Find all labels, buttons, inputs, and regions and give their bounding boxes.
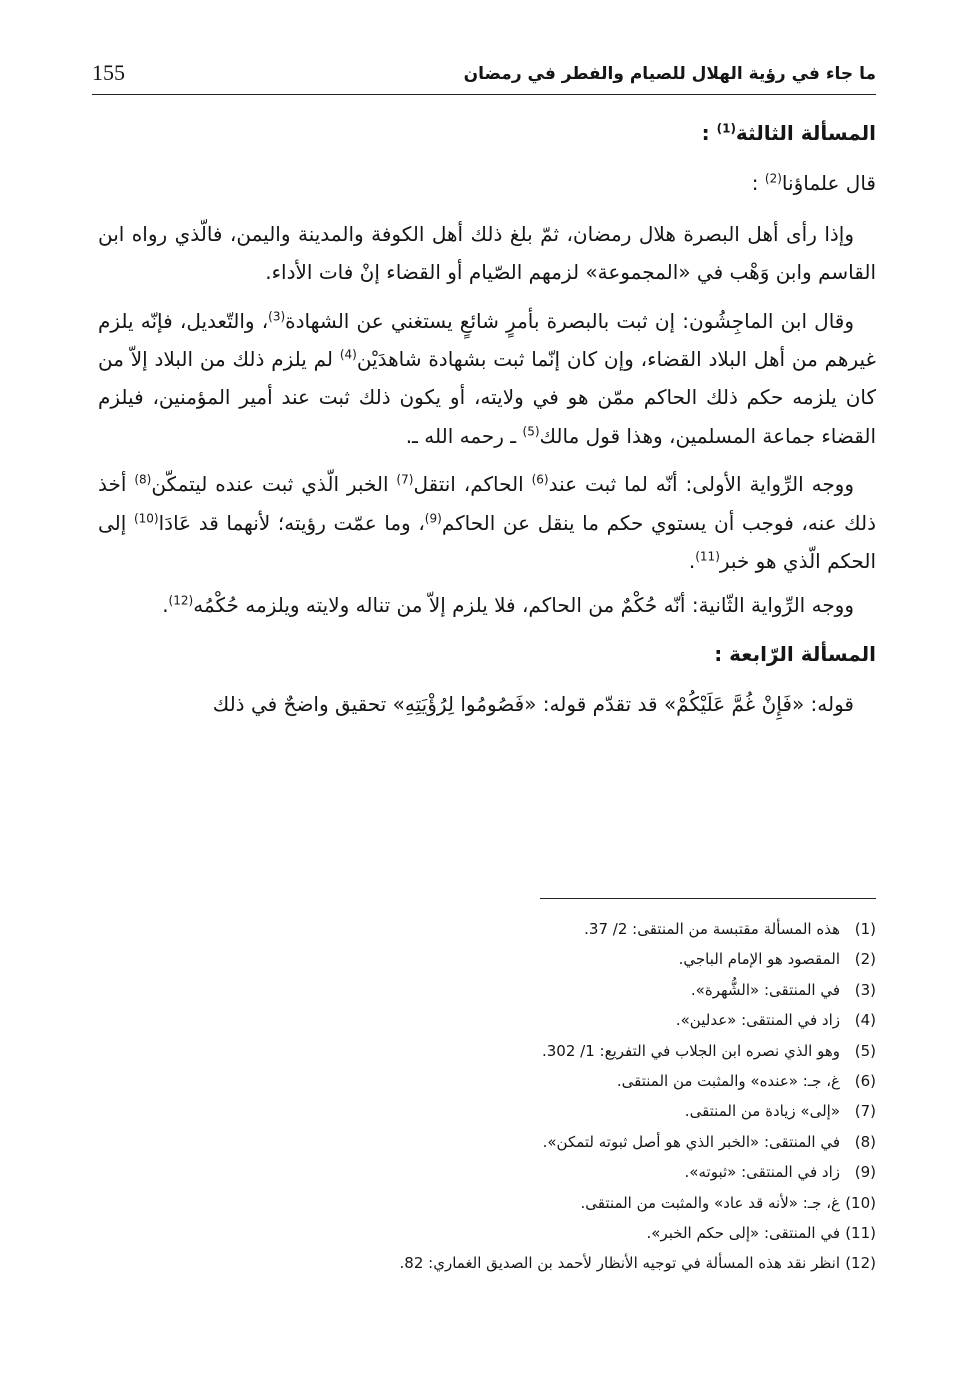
main-text	[98, 110, 876, 734]
footnote-item	[260, 944, 876, 974]
footnote-ref: (8)	[134, 472, 152, 487]
footnote-ref: (10)	[133, 511, 159, 525]
footnote-text: غ، جـ: «لأنه قد عاد» والمثبت من المنتقى.	[580, 1193, 840, 1212]
footnote-text: زاد في المنتقى: «عدلين».	[675, 1011, 840, 1030]
section-heading-3	[98, 114, 876, 152]
text-run: الخبر الّذي ثبت عنده ليتمكّن	[151, 472, 397, 497]
page-number: 155	[92, 60, 125, 85]
text-run: .	[688, 549, 696, 574]
text-run: إلى الحكم الّذي هو خبر	[98, 510, 876, 574]
footnote-number: (7)	[854, 1102, 876, 1121]
footnote-text: في المنتقى: «الخبر الذي هو أصل ثبوته لتمكن».	[542, 1132, 840, 1151]
footnote-item	[260, 1066, 876, 1096]
footnote-text: انظر نقد هذه المسألة في توجيه الأنظار لأحمد بن الصديق الغماري: 82.	[399, 1254, 840, 1273]
footnote-number: (11)	[845, 1224, 876, 1243]
text-run: ، والتّعديل، فإنّه يلزم غيرهم من أهل البلاد القضاء، وإن كان إنّما ثبت بشهادة شاهدَيْن	[98, 308, 876, 372]
footnote-number: (2)	[854, 950, 876, 969]
intro-text: قال علماؤنا	[781, 171, 876, 196]
footnote-text: «إلى» زيادة من المنتقى.	[684, 1102, 840, 1121]
footnote-number: (9)	[854, 1163, 876, 1182]
text-run: لم يلزم ذلك من البلاد إلاّ من كان يلزمه حكم ذلك الحاكم ممّن هو في ولايته، أو يكون ذلك ثبت عند أمير المؤمنين، فيلزم القضاء جماعة المسلمين، وهذا قول مالك	[98, 347, 876, 448]
footnote-item	[260, 1096, 876, 1126]
footnote-item	[260, 1248, 876, 1278]
text-run: ـ رحمه الله ـ.	[405, 423, 523, 448]
heading-text: المسألة الثالثة	[735, 121, 876, 145]
paragraph-1: وإذا رأى أهل البصرة هلال رمضان، ثمّ بلغ ذلك أهل الكوفة والمدينة واليمن، فالّذي رواه ابن القاسم وابن وَهْب في «المجموعة» لزمهم الصّيام أو القضاء إنْ فات الأداء.	[98, 221, 876, 285]
footnote-ref: (9)	[424, 511, 442, 525]
footnote-number: (5)	[854, 1041, 876, 1060]
footnote-item	[260, 1157, 876, 1187]
paragraph-2	[98, 302, 876, 456]
footnote-item	[260, 1036, 876, 1066]
footnote-text: غ، جـ: «عنده» والمثبت من المنتقى.	[616, 1072, 840, 1091]
footnote-number: (10)	[845, 1193, 876, 1212]
page-header	[92, 58, 876, 95]
footnote-ref: (12)	[168, 593, 194, 608]
footnote-text: هذه المسألة مقتبسة من المنتقى: 2/ 37.	[584, 920, 840, 938]
text-run: ، وما عمّت رؤيته؛ لأنهما قد عَادَا	[158, 510, 425, 535]
footnote-ref: (4)	[339, 347, 357, 362]
text-run: ووجه الرِّواية الأولى: أنّه لما ثبت عند	[548, 472, 854, 497]
footnote-number: (1)	[854, 920, 876, 938]
footnote-number: (6)	[854, 1072, 876, 1091]
footnote-number: (4)	[854, 1011, 876, 1030]
footnote-separator	[540, 898, 876, 899]
footnote-item	[260, 1005, 876, 1035]
text-run: وقال ابن الماجِشُون: إن ثبت بالبصرة بأمرٍ شائعٍ يستغني عن الشهادة	[285, 308, 855, 333]
footnote-ref: (1)	[716, 121, 736, 136]
paragraph-3	[98, 465, 876, 580]
footnotes	[260, 914, 876, 1279]
footnote-text: في المنتقى: «إلى حكم الخبر».	[646, 1224, 840, 1243]
text-run: .	[162, 593, 169, 618]
intro-colon: :	[751, 171, 765, 196]
footnote-item	[260, 1188, 876, 1218]
footnote-ref: (6)	[531, 472, 549, 487]
footnote-number: (8)	[854, 1132, 876, 1151]
footnote-text: زاد في المنتقى: «ثبوته».	[684, 1163, 840, 1182]
text-run: ووجه الرِّواية الثّانية: أنّه حُكْمٌ من الحاكم، فلا يلزم إلاّ من تناله ولايته ويلزمه حُكْمُه	[193, 593, 854, 618]
footnote-item	[260, 914, 876, 944]
footnote-text: المقصود هو الإمام الباجي.	[678, 950, 840, 969]
footnote-item	[260, 1127, 876, 1157]
footnote-ref: (11)	[695, 549, 720, 564]
text-run: أخذ ذلك عنه، فوجب أن يستوي حكم ما ينقل عن الحاكم	[98, 472, 877, 535]
text-run: الحاكم، انتقل	[413, 472, 532, 497]
paragraph-4	[98, 586, 876, 624]
footnote-ref: (5)	[522, 424, 540, 439]
footnote-item	[260, 1218, 876, 1248]
intro-line	[98, 164, 876, 202]
footnote-ref: (2)	[764, 171, 782, 186]
footnote-item	[260, 975, 876, 1005]
heading-colon: :	[701, 121, 717, 145]
footnote-ref: (7)	[396, 472, 414, 487]
footnote-text: في المنتقى: «الشُّهرة».	[690, 980, 840, 999]
footnote-ref: (3)	[268, 308, 286, 323]
footnote-number: (12)	[845, 1254, 876, 1273]
footnote-text: وهو الذي نصره ابن الجلاب في التفريع: 1/ 302.	[541, 1041, 840, 1060]
paragraph-5: قوله: «فَإِنْ غُمَّ عَلَيْكُمْ» قد تقدّم قوله: «فَصُومُوا لِرُؤْيَتِهِ» تحقيق واضحٌ في ذلك	[212, 692, 854, 717]
footnote-number: (3)	[854, 980, 876, 999]
section-heading-4: المسألة الرّابعة :	[714, 641, 876, 666]
running-title: ما جاء في رؤية الهلال للصيام والفطر في رمضان	[463, 64, 876, 84]
